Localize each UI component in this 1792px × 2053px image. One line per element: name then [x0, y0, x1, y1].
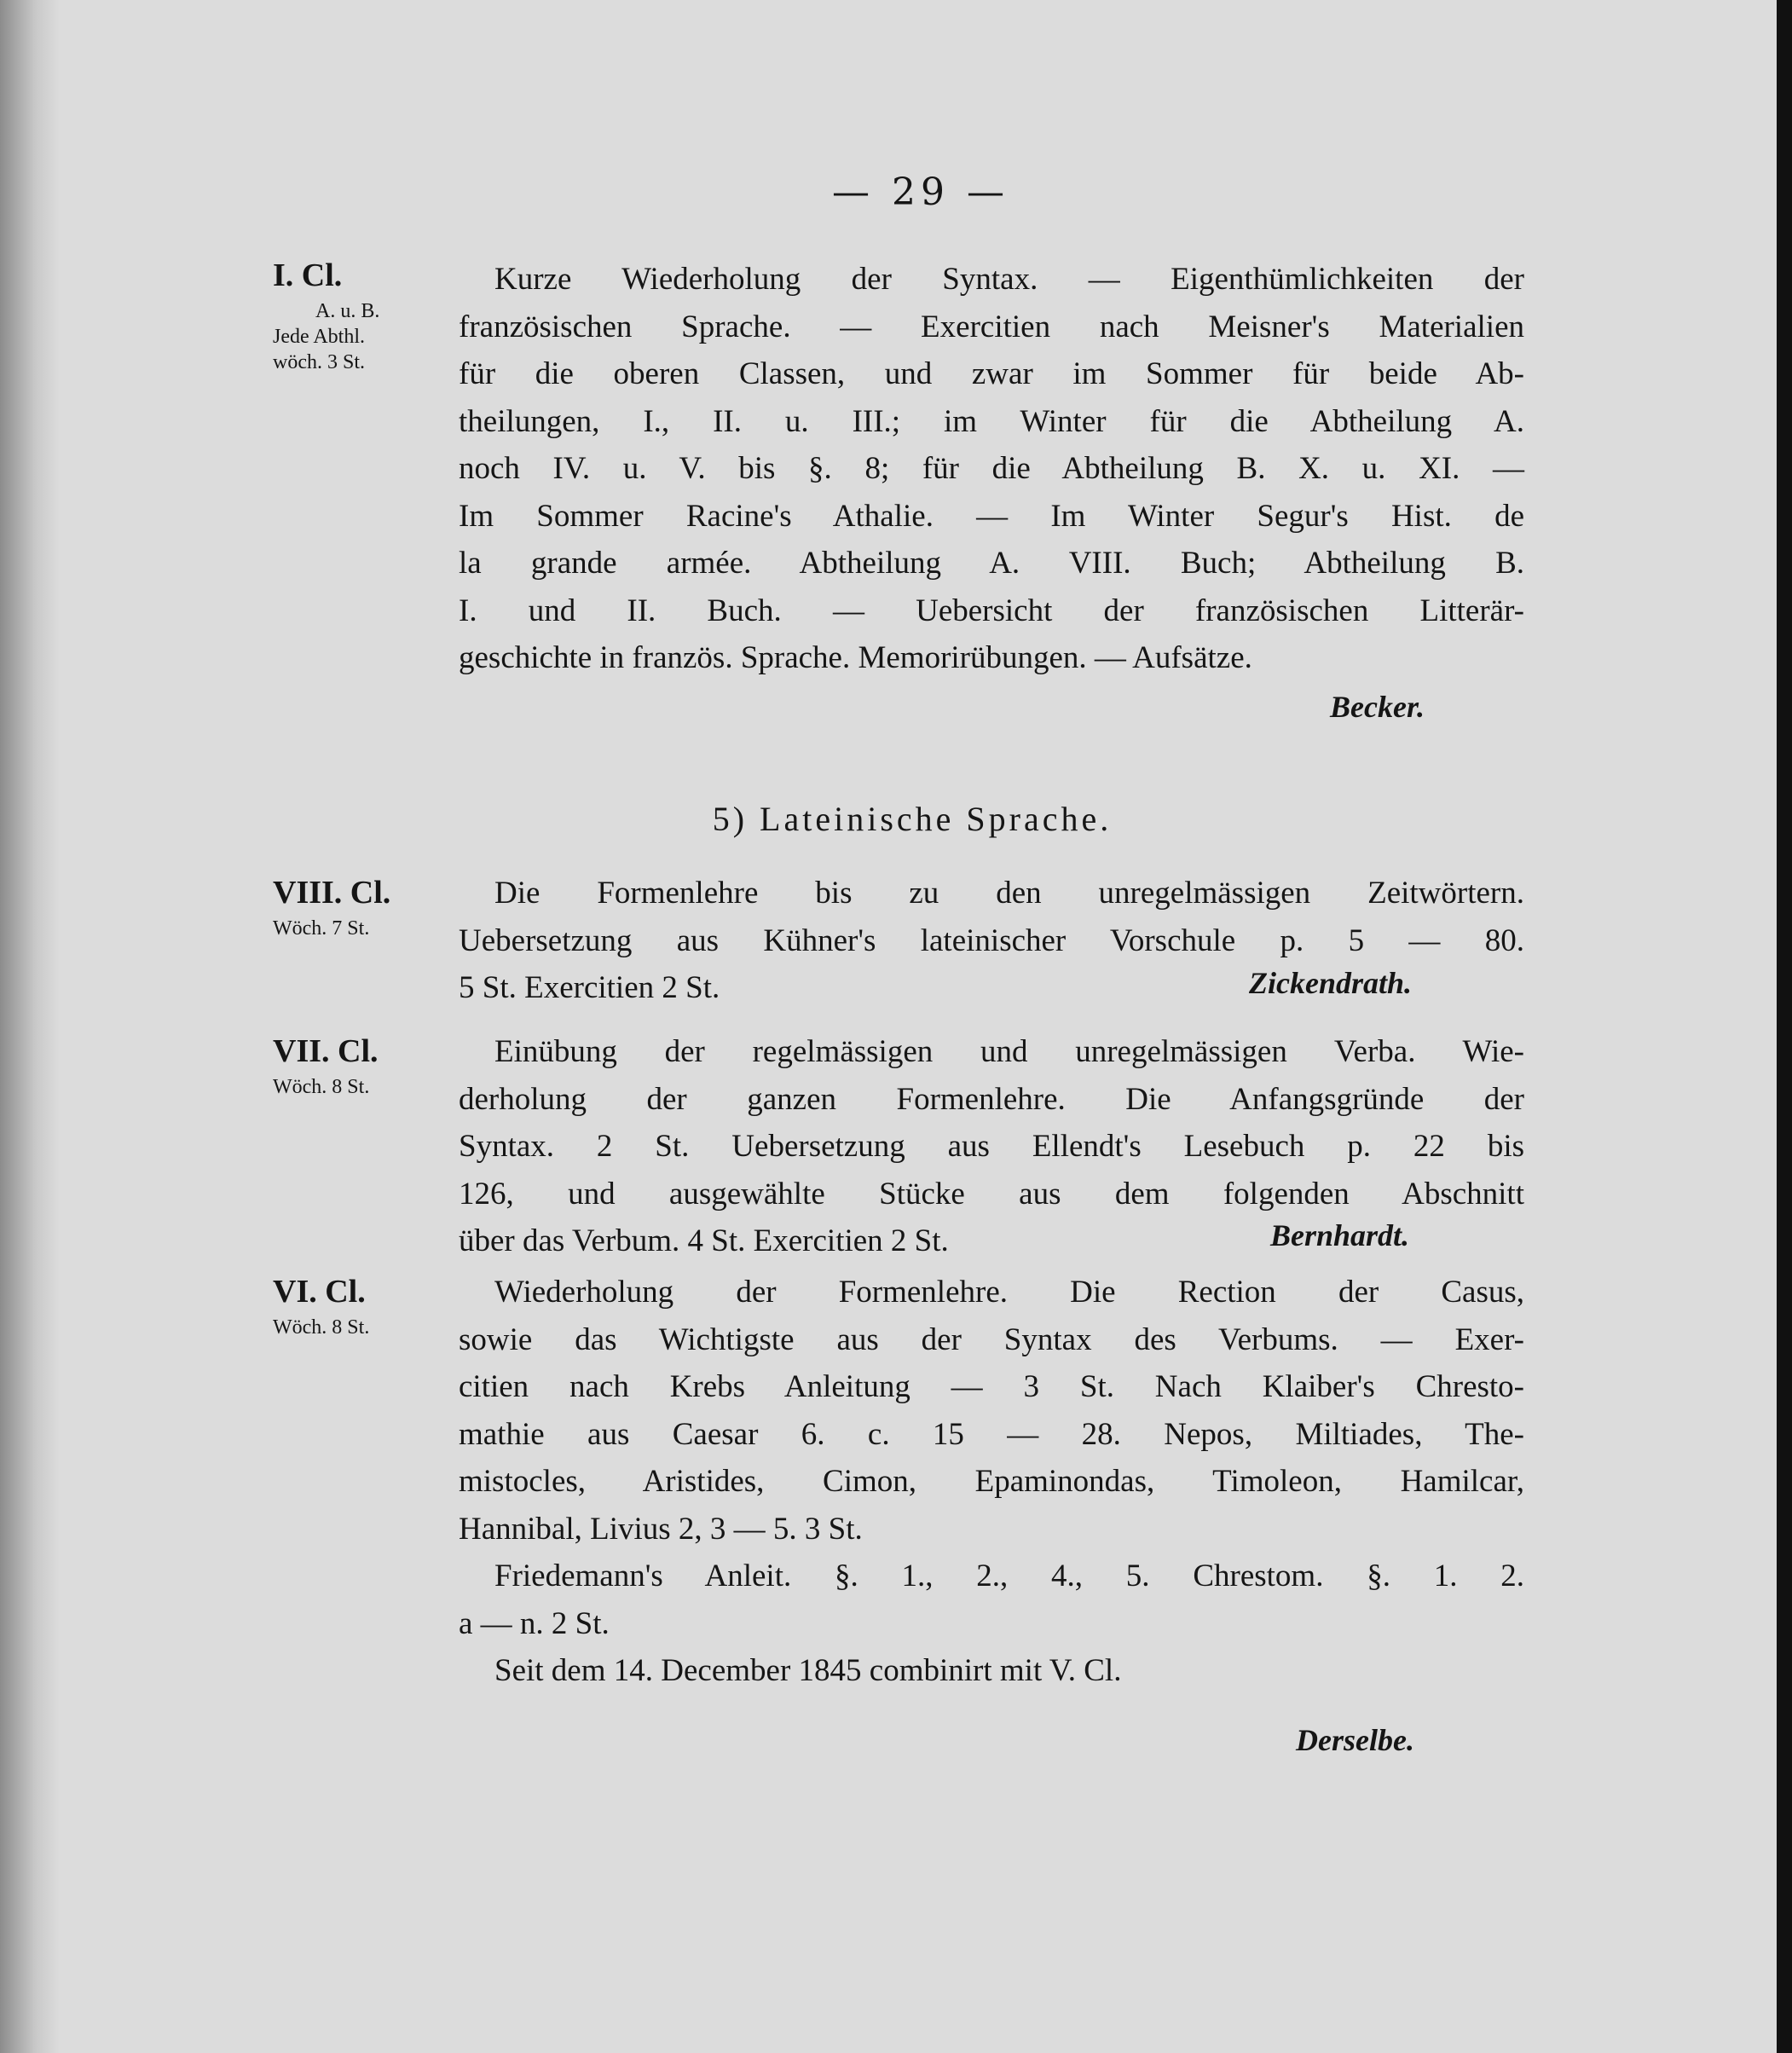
marginal-line: Wöch. 8 St.: [273, 1076, 370, 1098]
text-line: 5 St. Exercitien 2 St.: [459, 970, 720, 1005]
marginal-note-vii-cl: [273, 1028, 452, 1100]
class-label: VI. Cl.: [273, 1274, 366, 1310]
text-line: a — n. 2 St.: [459, 1605, 610, 1641]
marginal-line: Jede Abthl.: [273, 326, 365, 348]
text-line: la grande armée. Abtheilung A. VIII. Buch; Abtheilung B.: [459, 546, 1524, 581]
text-line: sowie das Wichtigste aus der Syntax des Verbums. — Exer-: [459, 1321, 1524, 1357]
teacher-name: Bernhardt.: [1270, 1218, 1410, 1252]
marginal-note-i-cl: [273, 252, 452, 375]
text-line: über das Verbum. 4 St. Exercitien 2 St.: [459, 1223, 949, 1258]
paragraph-i-cl: [459, 256, 1524, 682]
class-label: VIII. Cl.: [273, 875, 391, 911]
marginal-line: Wöch. 8 St.: [273, 1316, 370, 1339]
text-line: I. und II. Buch. — Uebersicht der französischen Litterär-: [459, 593, 1524, 628]
marginal-note-viii-cl: [273, 870, 452, 941]
text-line: für die oberen Classen, und zwar im Sommer für beide Ab-: [459, 356, 1524, 391]
class-label: VII. Cl.: [273, 1033, 379, 1069]
teacher-name: Derselbe.: [1296, 1723, 1414, 1757]
text-line: citien nach Krebs Anleitung — 3 St. Nach Klaiber's Chresto-: [459, 1369, 1524, 1404]
text-line: Uebersetzung aus Kühner's lateinischer Vorschule p. 5 — 80.: [459, 922, 1524, 958]
text-line: Kurze Wiederholung der Syntax. — Eigenthümlichkeiten der: [494, 262, 1524, 297]
text-line: Wiederholung der Formenlehre. Die Rection der Casus,: [494, 1275, 1524, 1310]
marginal-line: Wöch. 7 St.: [273, 917, 370, 940]
text-line: Die Formenlehre bis zu den unregelmässigen Zeitwörtern.: [494, 876, 1524, 911]
text-line: Hannibal, Livius 2, 3 — 5. 3 St.: [459, 1511, 863, 1547]
teacher-name: Zickendrath.: [1249, 966, 1413, 1000]
text-line: geschichte in französ. Sprache. Memorirübungen. — Aufsätze.: [459, 640, 1252, 675]
marginal-line: wöch. 3 St.: [273, 351, 365, 373]
text-line: Friedemann's Anleit. §. 1., 2., 4., 5. Chrestom. §. 1. 2.: [494, 1559, 1524, 1593]
text-line: mistocles, Aristides, Cimon, Epaminondas, Timoleon, Hamilcar,: [459, 1464, 1524, 1499]
text-line: Im Sommer Racine's Athalie. — Im Winter Segur's Hist. de: [459, 498, 1524, 534]
text-line: Syntax. 2 St. Uebersetzung aus Ellendt's Lesebuch p. 22 bis: [459, 1129, 1524, 1164]
page-number: — 29 —: [832, 171, 1009, 214]
text-line: theilungen, I., II. u. III.; im Winter für die Abtheilung A.: [459, 403, 1524, 439]
book-spine-shadow: [0, 0, 60, 2053]
text-line: Einübung der regelmässigen und unregelmässigen Verba. Wie-: [494, 1034, 1524, 1069]
page-edge: [1777, 0, 1792, 2053]
text-line: derholung der ganzen Formenlehre. Die Anfangsgründe der: [459, 1081, 1524, 1117]
text-line: Seit dem 14. December 1845 combinirt mit V. Cl.: [494, 1653, 1122, 1688]
marginal-note-vi-cl: [273, 1269, 452, 1340]
paragraph-vi-cl: [459, 1269, 1524, 1695]
marginal-line: A. u. B.: [315, 300, 380, 322]
text-line: 126, und ausgewählte Stücke aus dem folgenden Abschnitt: [459, 1176, 1524, 1212]
text-line: französischen Sprache. — Exercitien nach Meisner's Materialien: [459, 309, 1524, 344]
text-line: noch IV. u. V. bis §. 8; für die Abtheilung B. X. u. XI. —: [459, 451, 1524, 486]
section-heading: 5) Lateinische Sprache.: [712, 800, 1113, 838]
text-line: mathie aus Caesar 6. c. 15 — 28. Nepos, Miltiades, The-: [459, 1416, 1524, 1452]
teacher-name: Becker.: [1330, 690, 1425, 724]
class-label: I. Cl.: [273, 257, 343, 293]
